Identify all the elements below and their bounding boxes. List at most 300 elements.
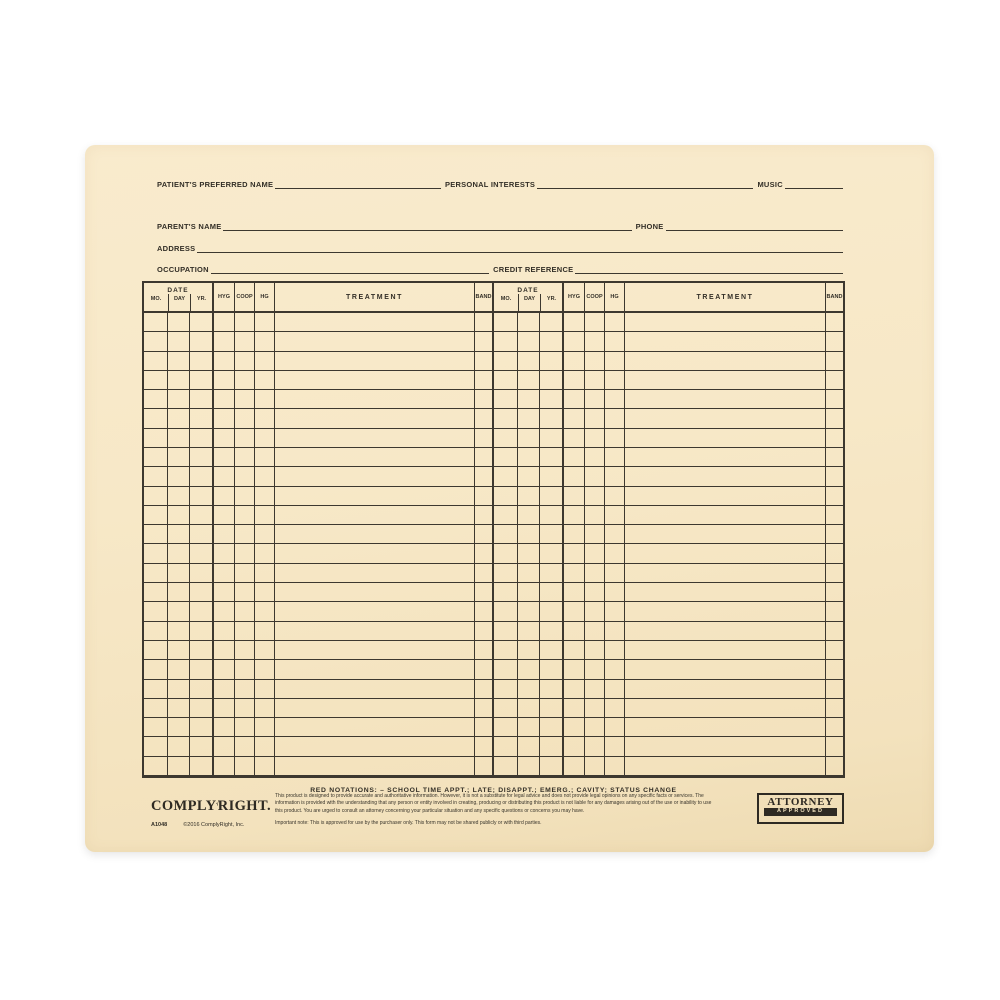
grid-cell	[168, 313, 190, 332]
grid-cell	[585, 390, 605, 409]
table-half-right	[494, 283, 843, 776]
grid-cell	[168, 390, 190, 409]
grid-cell	[255, 429, 275, 448]
grid-cell	[625, 757, 826, 776]
grid-cell	[625, 506, 826, 525]
grid-cell	[494, 448, 518, 467]
grid-cell	[564, 622, 585, 641]
grid-cell	[540, 699, 564, 718]
grid-cell	[144, 371, 168, 390]
grid-cell	[255, 583, 275, 602]
year-column-header: YR.	[540, 294, 562, 311]
grid-cell	[144, 429, 168, 448]
grid-cell	[585, 544, 605, 563]
grid-cell	[214, 757, 235, 776]
grid-cell	[826, 371, 843, 390]
grid-cell	[235, 622, 255, 641]
grid-cell	[585, 467, 605, 486]
grid-cell	[625, 660, 826, 679]
grid-cell	[540, 313, 564, 332]
grid-cell	[564, 409, 585, 428]
grid-cell	[625, 371, 826, 390]
blank-line	[275, 177, 441, 189]
grid-cell	[255, 641, 275, 660]
grid-cell	[605, 680, 625, 699]
grid-cell	[235, 680, 255, 699]
grid-cell	[214, 680, 235, 699]
grid-cell	[494, 622, 518, 641]
grid-cell	[255, 622, 275, 641]
grid-cell	[214, 390, 235, 409]
grid-cell	[475, 332, 492, 351]
grid-cell	[540, 583, 564, 602]
grid-cell	[475, 757, 492, 776]
grid-cell	[585, 564, 605, 583]
grid-cell	[235, 313, 255, 332]
grid-cell	[585, 718, 605, 737]
grid-cell	[564, 544, 585, 563]
grid-cell	[475, 718, 492, 737]
grid-cell	[605, 506, 625, 525]
grid-cell	[585, 371, 605, 390]
grid-cell	[540, 602, 564, 621]
date-subheaders	[494, 294, 562, 311]
grid-cell	[826, 332, 843, 351]
band-column-header: B A N D	[826, 293, 843, 300]
grid-cell	[826, 583, 843, 602]
grid-cell	[168, 332, 190, 351]
day-column-header: DAY	[168, 294, 190, 311]
grid-cell	[494, 718, 518, 737]
grid-cell	[540, 737, 564, 756]
grid-cell	[625, 544, 826, 563]
grid-cell	[275, 660, 475, 679]
grid-cell	[144, 544, 168, 563]
grid-cell	[518, 699, 540, 718]
grid-cell	[518, 487, 540, 506]
grid-cell	[605, 352, 625, 371]
grid-cell	[585, 622, 605, 641]
grid-cell	[214, 332, 235, 351]
blank-line	[537, 177, 753, 189]
grid-cell	[214, 660, 235, 679]
grid-cell	[494, 602, 518, 621]
grid-cell	[475, 583, 492, 602]
grid-cell	[168, 622, 190, 641]
grid-cell	[518, 737, 540, 756]
grid-cell	[168, 583, 190, 602]
grid-cell	[564, 313, 585, 332]
grid-cell	[585, 641, 605, 660]
table-body-left	[144, 313, 492, 776]
grid-cell	[494, 737, 518, 756]
grid-cell	[494, 487, 518, 506]
grid-cell	[235, 757, 255, 776]
grid-cell	[494, 352, 518, 371]
grid-cell	[564, 448, 585, 467]
grid-cell	[255, 467, 275, 486]
grid-cell	[235, 718, 255, 737]
complyright-logo	[151, 794, 271, 813]
treatment-table	[142, 281, 845, 778]
grid-cell	[826, 352, 843, 371]
blank-line	[211, 262, 489, 274]
grid-cell	[564, 680, 585, 699]
grid-cell	[144, 506, 168, 525]
grid-cell	[605, 718, 625, 737]
red-notations-legend: RED NOTATIONS: – SCHOOL TIME APPT.; LATE; DISAPPT.; EMERG.; CAVITY; STATUS CHANGE	[310, 787, 677, 794]
band-column-header: B A N D	[475, 293, 492, 300]
field-row-1	[157, 177, 843, 189]
blank-line	[575, 262, 843, 274]
grid-cell	[475, 641, 492, 660]
grid-cell	[275, 718, 475, 737]
grid-cell	[144, 467, 168, 486]
grid-cell	[214, 564, 235, 583]
grid-cell	[518, 544, 540, 563]
grid-cell	[518, 467, 540, 486]
grid-cell	[255, 680, 275, 699]
grid-cell	[826, 313, 843, 332]
grid-cell	[518, 352, 540, 371]
grid-cell	[540, 564, 564, 583]
grid-cell	[190, 602, 214, 621]
grid-cell	[190, 544, 214, 563]
grid-cell	[605, 622, 625, 641]
grid-cell	[255, 699, 275, 718]
grid-cell	[190, 718, 214, 737]
grid-cell	[255, 757, 275, 776]
grid-cell	[190, 583, 214, 602]
approved-label: APPROVED	[764, 808, 837, 816]
grid-cell	[518, 409, 540, 428]
grid-cell	[235, 352, 255, 371]
grid-cell	[540, 487, 564, 506]
grid-cell	[168, 525, 190, 544]
grid-cell	[235, 332, 255, 351]
grid-cell	[518, 641, 540, 660]
grid-cell	[275, 429, 475, 448]
product-codes	[151, 822, 271, 828]
grid-cell	[475, 371, 492, 390]
grid-cell	[625, 583, 826, 602]
grid-cell	[826, 680, 843, 699]
grid-cell	[625, 699, 826, 718]
grid-cell	[275, 525, 475, 544]
grid-cell	[255, 525, 275, 544]
grid-cell	[235, 448, 255, 467]
grid-cell	[605, 487, 625, 506]
grid-cell	[190, 467, 214, 486]
grid-cell	[275, 390, 475, 409]
grid-cell	[214, 313, 235, 332]
grid-cell	[190, 371, 214, 390]
blank-line	[785, 177, 843, 189]
grid-cell	[585, 448, 605, 467]
grid-cell	[275, 409, 475, 428]
grid-cell	[540, 390, 564, 409]
grid-cell	[214, 583, 235, 602]
grid-cell	[475, 660, 492, 679]
grid-cell	[518, 602, 540, 621]
grid-cell	[494, 371, 518, 390]
grid-cell	[625, 332, 826, 351]
grid-cell	[585, 660, 605, 679]
phone-label: PHONE	[635, 221, 664, 231]
disclaimer-text: This product is designed to provide accurate and authoritative information. However, it is not a substitute for legal advice and does not provide legal opinions on any specific facts or services. The information is provided with the understanding that any person or entity involved in creating, producing or distributing this product is not liable for any damages arising out of the use or inability to use this product. You are urged to consult an attorney concerning your particular situation and any specific questions or concerns you may have.	[275, 793, 712, 814]
grid-cell	[214, 409, 235, 428]
grid-cell	[255, 332, 275, 351]
grid-cell	[475, 313, 492, 332]
grid-cell	[475, 544, 492, 563]
field-row-3	[157, 241, 843, 253]
date-column-header	[144, 283, 214, 311]
grid-cell	[168, 718, 190, 737]
table-body-right	[494, 313, 843, 776]
grid-cell	[144, 352, 168, 371]
grid-cell	[144, 602, 168, 621]
copyright-text: ©2016 ComplyRight, Inc.	[183, 822, 245, 828]
grid-cell	[235, 544, 255, 563]
grid-cell	[235, 506, 255, 525]
occupation-label: OCCUPATION	[157, 264, 209, 274]
grid-cell	[564, 718, 585, 737]
coop-column-header: C O O P	[235, 283, 255, 311]
grid-cell	[826, 641, 843, 660]
grid-cell	[475, 467, 492, 486]
grid-cell	[564, 602, 585, 621]
grid-cell	[564, 429, 585, 448]
grid-cell	[190, 622, 214, 641]
grid-cell	[275, 371, 475, 390]
grid-cell	[214, 448, 235, 467]
grid-cell	[275, 737, 475, 756]
grid-cell	[235, 371, 255, 390]
grid-cell	[168, 487, 190, 506]
date-label: DATE	[517, 287, 539, 294]
grid-cell	[625, 525, 826, 544]
grid-cell	[564, 641, 585, 660]
year-column-header: YR.	[190, 294, 212, 311]
grid-cell	[214, 718, 235, 737]
grid-cell	[564, 332, 585, 351]
blank-line	[197, 241, 843, 253]
grid-cell	[144, 622, 168, 641]
grid-cell	[168, 737, 190, 756]
grid-cell	[144, 390, 168, 409]
grid-cell	[605, 737, 625, 756]
grid-cell	[275, 641, 475, 660]
grid-cell	[235, 467, 255, 486]
grid-cell	[564, 352, 585, 371]
grid-cell	[144, 313, 168, 332]
grid-cell	[518, 371, 540, 390]
grid-cell	[235, 583, 255, 602]
grid-cell	[214, 371, 235, 390]
parents-name-label: PARENT'S NAME	[157, 221, 222, 231]
grid-cell	[214, 506, 235, 525]
grid-cell	[625, 718, 826, 737]
grid-cell	[255, 737, 275, 756]
grid-cell	[235, 487, 255, 506]
table-half-left	[144, 283, 494, 776]
grid-cell	[144, 660, 168, 679]
personal-interests-label: PERSONAL INTERESTS	[444, 179, 536, 189]
grid-cell	[540, 622, 564, 641]
important-note-text: Important note: This is approved for use by the purchaser only. This form may not be shared publicly or with third parties.	[275, 819, 542, 826]
grid-cell	[494, 544, 518, 563]
grid-cell	[564, 757, 585, 776]
grid-cell	[275, 313, 475, 332]
grid-cell	[540, 448, 564, 467]
grid-cell	[625, 352, 826, 371]
grid-cell	[540, 680, 564, 699]
grid-cell	[494, 429, 518, 448]
grid-cell	[605, 699, 625, 718]
grid-cell	[214, 352, 235, 371]
grid-cell	[255, 371, 275, 390]
grid-cell	[168, 699, 190, 718]
hg-column-header: H G	[605, 283, 625, 311]
grid-cell	[168, 409, 190, 428]
grid-cell	[826, 409, 843, 428]
grid-cell	[275, 467, 475, 486]
address-label: ADDRESS	[157, 243, 196, 253]
grid-cell	[826, 390, 843, 409]
grid-cell	[494, 564, 518, 583]
grid-cell	[190, 313, 214, 332]
blank-line	[666, 219, 843, 231]
grid-cell	[518, 332, 540, 351]
grid-cell	[494, 525, 518, 544]
grid-cell	[540, 718, 564, 737]
grid-cell	[605, 390, 625, 409]
grid-cell	[540, 429, 564, 448]
patient-preferred-name-label: PATIENT'S PREFERRED NAME	[157, 179, 274, 189]
grid-cell	[475, 429, 492, 448]
grid-cell	[826, 622, 843, 641]
grid-cell	[475, 487, 492, 506]
grid-cell	[585, 409, 605, 428]
grid-cell	[826, 718, 843, 737]
grid-cell	[275, 332, 475, 351]
grid-cell	[144, 680, 168, 699]
grid-cell	[235, 660, 255, 679]
grid-cell	[235, 525, 255, 544]
grid-cell	[605, 544, 625, 563]
grid-cell	[190, 680, 214, 699]
grid-cell	[494, 699, 518, 718]
grid-cell	[168, 506, 190, 525]
grid-cell	[168, 467, 190, 486]
grid-cell	[564, 660, 585, 679]
grid-cell	[564, 487, 585, 506]
grid-cell	[564, 390, 585, 409]
grid-cell	[190, 660, 214, 679]
grid-cell	[144, 409, 168, 428]
legal-text-block	[275, 793, 717, 827]
grid-cell	[255, 602, 275, 621]
grid-cell	[275, 622, 475, 641]
grid-cell	[168, 429, 190, 448]
grid-cell	[190, 737, 214, 756]
grid-cell	[826, 506, 843, 525]
grid-cell	[214, 467, 235, 486]
grid-cell	[605, 757, 625, 776]
grid-cell	[235, 641, 255, 660]
grid-cell	[585, 525, 605, 544]
grid-cell	[564, 737, 585, 756]
grid-cell	[564, 371, 585, 390]
grid-cell	[255, 352, 275, 371]
grid-cell	[275, 583, 475, 602]
grid-cell	[190, 525, 214, 544]
grid-cell	[518, 718, 540, 737]
grid-cell	[235, 409, 255, 428]
grid-cell	[235, 602, 255, 621]
month-column-header: MO.	[500, 296, 512, 302]
grid-cell	[190, 506, 214, 525]
date-subheaders	[144, 294, 212, 311]
music-label: MUSIC	[757, 179, 783, 189]
grid-cell	[605, 583, 625, 602]
hyg-column-header: H Y G	[564, 283, 585, 311]
grid-cell	[475, 622, 492, 641]
grid-cell	[214, 641, 235, 660]
grid-cell	[168, 602, 190, 621]
grid-cell	[475, 564, 492, 583]
grid-cell	[605, 448, 625, 467]
grid-cell	[540, 660, 564, 679]
credit-reference-label: CREDIT REFERENCE	[493, 264, 574, 274]
field-row-4	[157, 262, 843, 274]
grid-cell	[494, 506, 518, 525]
grid-cell	[518, 583, 540, 602]
grid-cell	[214, 487, 235, 506]
grid-cell	[826, 660, 843, 679]
grid-cell	[826, 448, 843, 467]
grid-cell	[585, 602, 605, 621]
grid-cell	[214, 602, 235, 621]
grid-cell	[585, 487, 605, 506]
grid-cell	[540, 525, 564, 544]
grid-cell	[144, 332, 168, 351]
grid-cell	[214, 525, 235, 544]
grid-cell	[494, 390, 518, 409]
grid-cell	[190, 699, 214, 718]
grid-cell	[235, 699, 255, 718]
treatment-column-header: TREATMENT	[275, 283, 475, 311]
grid-cell	[540, 371, 564, 390]
grid-cell	[255, 544, 275, 563]
treatment-column-header: TREATMENT	[625, 283, 826, 311]
grid-cell	[494, 332, 518, 351]
hg-column-header: H G	[255, 283, 275, 311]
grid-cell	[168, 544, 190, 563]
grid-cell	[475, 390, 492, 409]
grid-cell	[255, 660, 275, 679]
grid-cell	[190, 448, 214, 467]
grid-cell	[625, 487, 826, 506]
grid-cell	[475, 525, 492, 544]
grid-cell	[275, 757, 475, 776]
grid-cell	[475, 737, 492, 756]
grid-cell	[144, 525, 168, 544]
grid-cell	[475, 506, 492, 525]
brand-text-right: RIGHT.	[217, 797, 271, 814]
grid-cell	[585, 506, 605, 525]
grid-cell	[564, 525, 585, 544]
